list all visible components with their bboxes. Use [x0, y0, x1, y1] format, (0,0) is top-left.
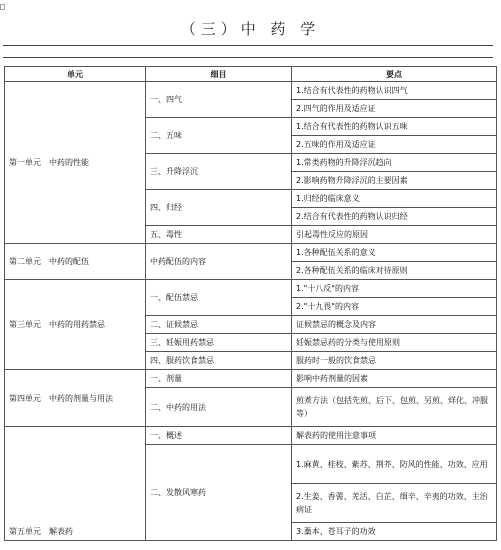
item-name: 一、四气	[146, 82, 292, 118]
point-text: 引起毒性反应的原因	[292, 226, 497, 244]
column-header-points: 要点	[292, 67, 497, 82]
table-row	[5, 244, 497, 262]
point-text: 1.结合有代表性的药物认识五味	[292, 118, 497, 136]
column-header-item: 细目	[146, 67, 292, 82]
item-name: 二、五味	[146, 118, 292, 154]
point-text: 证候禁忌的概念及内容	[292, 316, 497, 334]
page-corner-icon	[0, 4, 5, 10]
item-name: 三、妊娠用药禁忌	[146, 334, 292, 352]
header-rule	[3, 57, 493, 58]
point-text: 服药时一般的饮食禁忌	[292, 352, 497, 370]
item-name: 中药配伍的内容	[146, 244, 292, 280]
point-text: 1.常类药物的升降浮沉趋向	[292, 154, 497, 172]
point-text: 2."十九畏"的内容	[292, 298, 497, 316]
item-name: 一、剂量	[146, 370, 292, 388]
item-name: 二、发散风寒药	[146, 445, 292, 541]
table-header-row	[5, 67, 497, 82]
point-text: 影响中药剂量的因素	[292, 370, 497, 388]
unit-name: 第二单元 中药的配伍	[5, 244, 146, 280]
unit-name: 第三单元 中药的用药禁忌	[5, 280, 146, 370]
item-name: 一、配伍禁忌	[146, 280, 292, 316]
point-text: 妊娠禁忌药的分类与使用原则	[292, 334, 497, 352]
item-name: 二、中药的用法	[146, 388, 292, 427]
point-text: 1."十八反"的内容	[292, 280, 497, 298]
syllabus-table	[4, 66, 497, 541]
point-text: 2.生姜、香薷、羌活、白芷、细辛、辛夷的功效、主治病证	[292, 484, 497, 523]
item-name: 五、毒性	[146, 226, 292, 244]
unit-name: 第五单元 解表药	[5, 427, 146, 541]
point-text: 3.藁本、苍耳子的功效	[292, 523, 497, 541]
unit-name: 第一单元 中药的性能	[5, 82, 146, 244]
item-name: 四、归经	[146, 190, 292, 226]
point-text: 1.各种配伍关系的意义	[292, 244, 497, 262]
point-text: 2.各种配伍关系的临床对待原则	[292, 262, 497, 280]
point-text: 解表药的使用注意事项	[292, 427, 497, 445]
unit-name: 第四单元 中药的剂量与用法	[5, 370, 146, 427]
table-row	[5, 82, 497, 100]
point-text: 2.结合有代表性的药物认识归经	[292, 208, 497, 226]
point-text: 2.影响药物升降浮沉的主要因素	[292, 172, 497, 190]
item-name: 四、服药饮食禁忌	[146, 352, 292, 370]
table-row	[5, 370, 497, 388]
item-name: 二、证候禁忌	[146, 316, 292, 334]
point-text: 2.四气的作用及适应证	[292, 100, 497, 118]
page-title: （三）中 药 学	[180, 20, 321, 38]
header-rule	[3, 45, 493, 46]
table-row	[5, 280, 497, 298]
point-text: 1.结合有代表性的药物认识四气	[292, 82, 497, 100]
point-text: 2.五味的作用及适应证	[292, 136, 497, 154]
item-name: 三、升降浮沉	[146, 154, 292, 190]
point-text: 煎煮方法（包括先煎、后下、包煎、另煎、烊化、冲服等）	[292, 388, 497, 427]
item-name: 一、概述	[146, 427, 292, 445]
table-row	[5, 427, 497, 445]
column-header-unit: 单元	[5, 67, 146, 82]
point-text: 1.归经的临床意义	[292, 190, 497, 208]
point-text: 1.麻黄、桂枝、紫苏、荆芥、防风的性能、功效、应用	[292, 445, 497, 484]
